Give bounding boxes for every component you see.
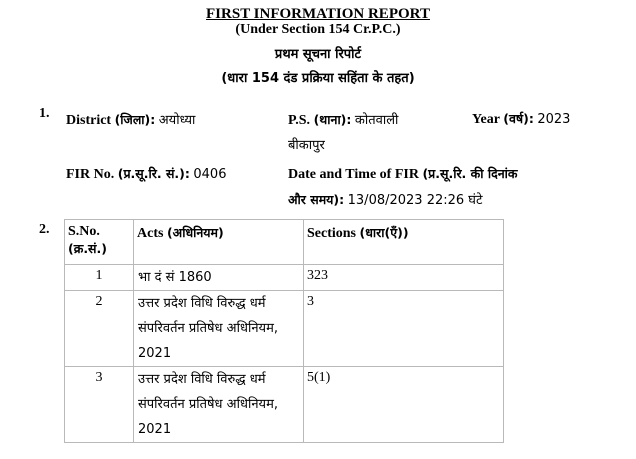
row-act: उत्तर प्रदेश विधि विरुद्ध धर्म संपरिवर्तन प्रतिषेध अधिनियम, 2021 (134, 367, 304, 443)
ps-value-line1: कोतवाली (354, 113, 399, 128)
row-sno: 3 (65, 367, 134, 443)
fir-value: 0406 (193, 167, 227, 182)
report-hindi-subtitle: (धारा 154 दंड प्रक्रिया सहिंता के तहत) (221, 71, 415, 86)
acts-header-label-hindi: (अधिनियम) (166, 225, 224, 240)
fir-number-field (66, 165, 226, 183)
acts-header-label: Acts (137, 226, 164, 241)
row-sno: 2 (65, 291, 134, 367)
district-value: अयोध्या (158, 113, 196, 128)
datetime-label: Date and Time of FIR (288, 167, 419, 182)
table-row (65, 265, 504, 291)
datetime-label-hindi-1: (प्र.सू.रि. की दिनांक (422, 166, 518, 181)
table-row (65, 367, 504, 443)
year-field (472, 110, 570, 128)
district-label: District (66, 113, 112, 128)
year-label-hindi: (वर्ष): (503, 111, 534, 126)
table-row (65, 291, 504, 367)
row-section: 5(1) (304, 367, 504, 443)
section-1-number: 1. (39, 106, 50, 121)
section-2-number: 2. (39, 222, 50, 237)
datetime-label-hindi-2: और समय): (288, 192, 345, 207)
sno-header-label: S.No. (68, 224, 100, 239)
fir-label: FIR No. (66, 167, 115, 182)
report-title: FIRST INFORMATION REPORT (206, 6, 430, 22)
sno-header-label-hindi: (क्र.सं.) (68, 241, 107, 256)
report-subtitle: (Under Section 154 Cr.P.C.) (235, 22, 401, 37)
sno-header (65, 220, 134, 265)
sections-header-label-hindi: (धारा(एँ)) (359, 225, 409, 240)
district-field (66, 110, 195, 129)
datetime-field (288, 165, 518, 183)
year-value: 2023 (537, 112, 571, 127)
row-section: 323 (304, 265, 504, 291)
datetime-field-line2 (288, 190, 483, 209)
ps-label-hindi: (थाना): (313, 112, 352, 127)
sections-header (304, 220, 504, 265)
row-section: 3 (304, 291, 504, 367)
row-sno: 1 (65, 265, 134, 291)
row-act: उत्तर प्रदेश विधि विरुद्ध धर्म संपरिवर्तन प्रतिषेध अधिनियम, 2021 (134, 291, 304, 367)
acts-header (134, 220, 304, 265)
year-label: Year (472, 112, 500, 127)
district-label-hindi: (जिला): (114, 112, 156, 127)
ps-label: P.S. (288, 113, 311, 128)
fir-label-hindi: (प्र.सू.रि. सं.): (117, 166, 190, 181)
report-hindi-title: प्रथम सूचना रिपोर्ट (274, 47, 362, 62)
datetime-value: 13/08/2023 22:26 घंटे (347, 193, 483, 208)
police-station-field (288, 110, 398, 129)
sections-header-label: Sections (307, 226, 356, 241)
acts-sections-table (64, 219, 504, 443)
row-act: भा दं सं 1860 (134, 265, 304, 291)
table-header-row (65, 220, 504, 265)
ps-value-line2: बीकापुर (288, 138, 325, 153)
